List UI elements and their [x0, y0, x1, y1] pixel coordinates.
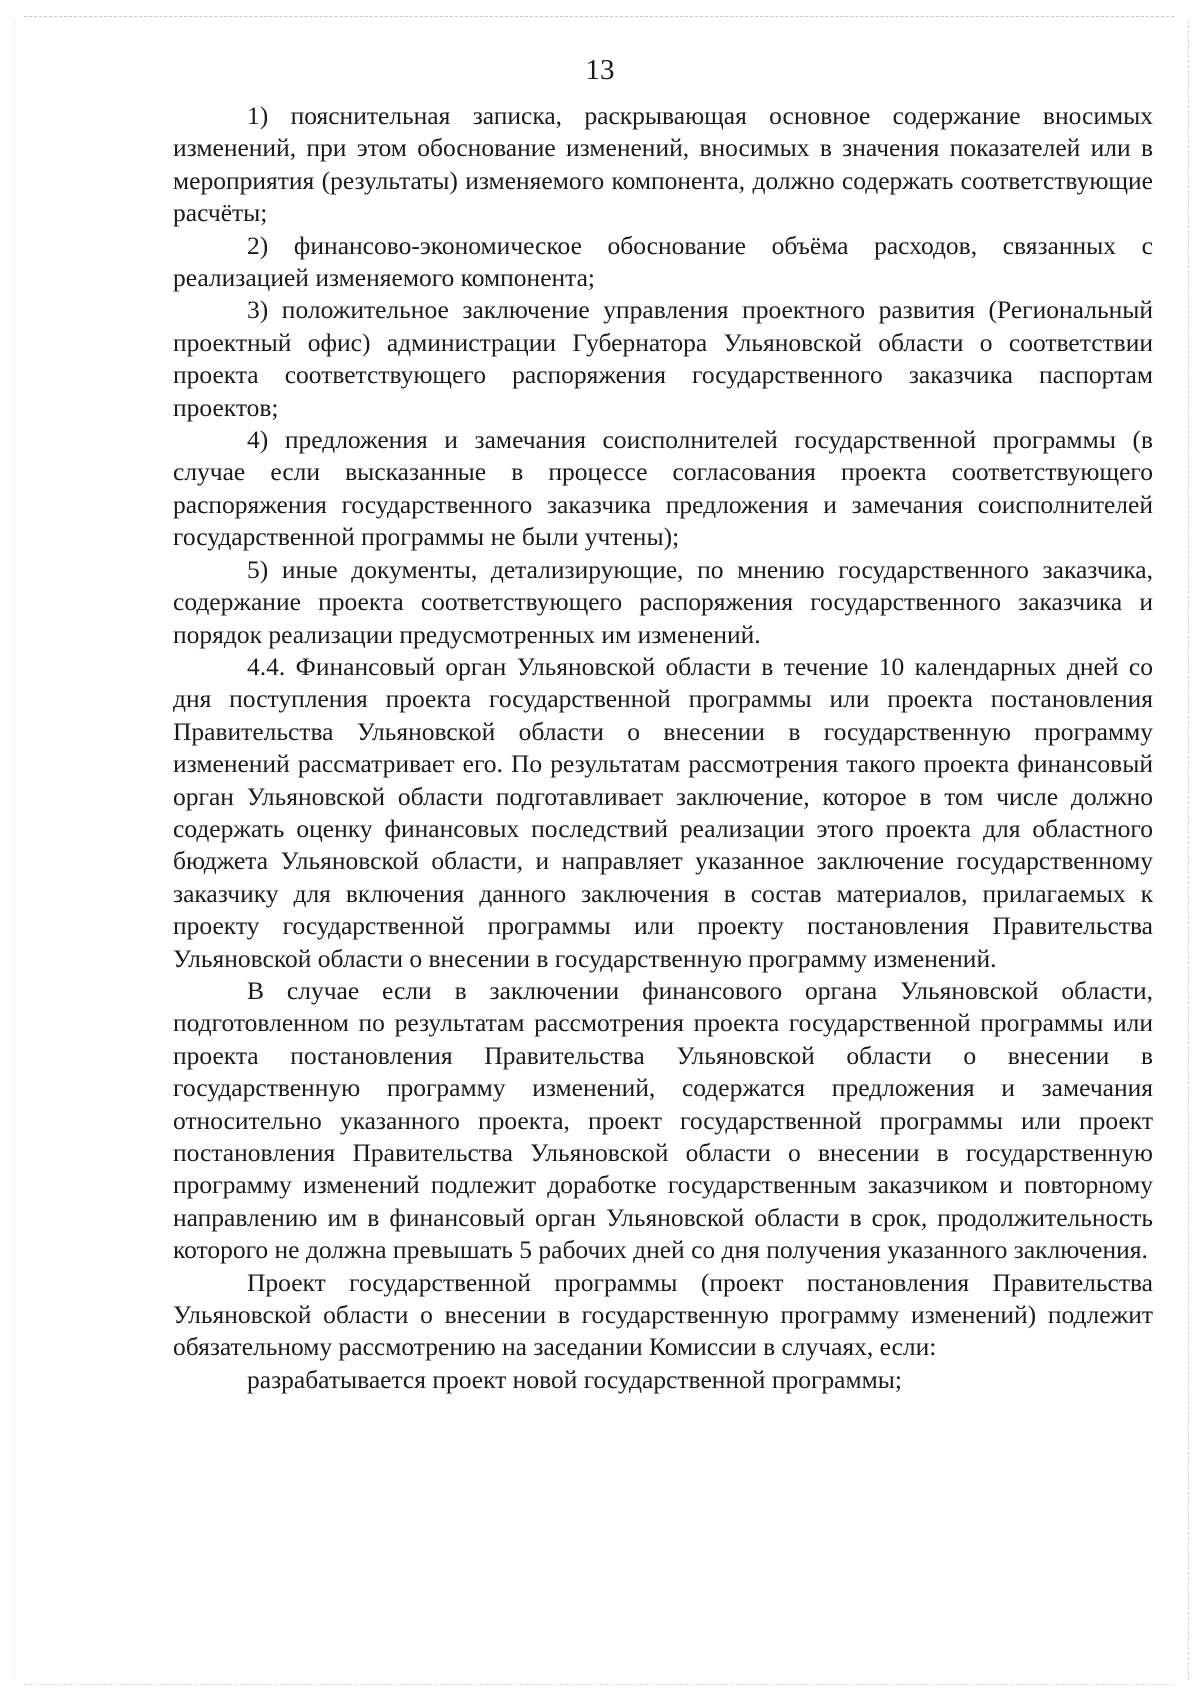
scan-edge-left	[14, 20, 15, 1680]
paragraph-section-4-4: 4.4. Финансовый орган Ульяновской области в течение 10 календарных дней со дня поступления проекта государственной программы или проекта постановления Правительства Ульяновской области о внесении в государственную программу изменений рассматривает его. По результатам рассмотрения такого проекта финансовый орган Ульяновской области подготавливает заключение, которое в том числе должно содержать оценку финансовых последствий реализации этого проекта для областного бюджета Ульяновской области, и направляет указанное заключение государственному заказчику для включения данного заключения в состав материалов, прилагаемых к проекту государственной программы или проекту постановления Правительства Ульяновской области о внесении в государственную программу изменений.	[173, 651, 1153, 973]
paragraph-revision-conditions: В случае если в заключении финансового органа Ульяновской области, подготовленном по результатам рассмотрения проекта государственной программы или проекта постановления Правительства Ульяновской области о внесении в государственную программу изменений, содержатся предложения и замечания относительно указанного проекта, проект государственной программы или проект постановления Правительства Ульяновской области о внесении в государственную программу изменений подлежит доработке государственным заказчиком и повторному направлению им в финансовый орган Ульяновской области в срок, продолжительность которого не должна превышать 5 рабочих дней со дня получения указанного заключения.	[173, 975, 1153, 1265]
paragraph-item-5: 5) иные документы, детализирующие, по мнению государственного заказчика, содержание проекта соответствующего распоряжения государственного заказчика и порядок реализации предусмотренных им изменений.	[173, 554, 1153, 649]
document-body	[173, 100, 1153, 1396]
paragraph-item-4: 4) предложения и замечания соисполнителей государственной программы (в случае если высказанные в процессе согласования проекта соответствующего распоряжения государственного заказчика предложения и замечания соисполнителей государственной программы не были учтены);	[173, 425, 1153, 552]
paragraph-item-3: 3) положительное заключение управления проектного развития (Региональный проектный офис) администрации Губернатора Ульяновской области о соответствии проекта соответствующего распоряжения государственного заказчика паспортам проектов;	[173, 295, 1153, 422]
scan-edge-top	[24, 16, 1174, 17]
paragraph-item-2: 2) финансово-экономическое обоснование объёма расходов, связанных с реализацией изменяемого компонента;	[173, 230, 1153, 293]
paragraph-item-1: 1) пояснительная записка, раскрывающая основное содержание вносимых изменений, при этом обоснование изменений, вносимых в значения показателей или в мероприятия (результаты) изменяемого компонента, должно содержать соответствующие расчёты;	[173, 101, 1153, 228]
paragraph-commission-review: Проект государственной программы (проект постановления Правительства Ульяновской области о внесении в государственную программу изменений) подлежит обязательному рассмотрению на заседании Комиссии в случаях, если:	[173, 1267, 1153, 1362]
scan-edge-bottom	[24, 1684, 1174, 1685]
scan-edge-right	[1188, 20, 1189, 1680]
page-number: 13	[585, 54, 615, 86]
paragraph-case-new-program: разрабатывается проект новой государственной программы;	[247, 1364, 902, 1394]
